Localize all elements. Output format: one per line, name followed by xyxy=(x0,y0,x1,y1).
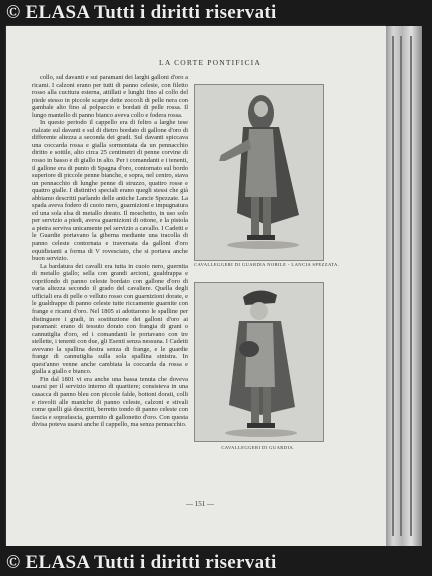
body-text-column xyxy=(32,74,188,480)
body-paragraph: collo, sul davanti e sui paramani dei larghi galloni d'oro a ricami. I calzoni erano per tutti di panno celeste, con filetto rosso alla cucitura esterna, attillati e lunghi fino al collo del piede stesso in piccole scarpe dette zoccoli di pelle nera con gambale alto fino al polpaccio e bordati di pelle rossa. Il lungo mantello di panno bianco aveva collo e fodera rossa. xyxy=(32,74,188,119)
body-paragraph: In questo periodo il cappello era di feltro a larghe tese rialzate sul davanti e sul di dietro bordato di gallone d'oro di differente altezza a seconda dei gradi. Sul davanti spiccava una coccarda rossa e gialla sormontata da un pennacchio diritto e sottile, alto circa 25 centimetri di penne corvine di rosso in basso e di giallo in alto. Per i comandanti e i tenenti, il gallone era di punto di Spagna d'oro, contornato sul bordo superiore di piccole penne bianche, e sopra, nel centro, stava un pennacchio di lunghe penne di struzzo, quattro rosse e quattro gialle. I distintivi speciali erano quegli stessi che già abbiamo descritti parlando delle antiche Lancie Spezzate. La spada aveva fodero di cuoio nero, guarnizioni e impugnatura ed una sola elsa di metallo dorato. Il moschetto, in uso solo per servizio a piedi, aveva guarnizioni di ottone, e la pistola a pietra serviva unicamente pel servizio a cavallo. I Cadetti e le Guardie portavano la giberna mediante una tracolla di panno celeste contornata e traversata da galloni d'oro equidistanti a forma di V rovesciato, che si portava anche buon servizio. xyxy=(32,119,188,263)
body-paragraph: Fin dal 1801 vi era anche una bassa tenuta che doveva usarsi per il servizio interno di quartiere; consisteva in una casacca di panno bleu con piccole falde, bottoni dorati, colli e risvolti alle maniche di panno celeste, calzoni e stivali come quelli già descritti, berretto tondo di panno celeste con fascia e soprafascia, guernito di gallonetto d'oro. Con questa divisa poteva usarsi anche il cappello, ma senza pennacchio. xyxy=(32,375,188,429)
illustration-plate-guard xyxy=(194,282,324,442)
illustration-figure-1 xyxy=(195,85,323,260)
watermark-bottom: © ELASA Tutti i diritti riservati xyxy=(6,552,277,573)
running-head: LA CORTE PONTIFICIA xyxy=(159,58,261,67)
book-spine-edge xyxy=(386,26,422,546)
illustration-plate-guard-noble xyxy=(194,84,324,261)
plate-caption: CAVALLEGGERI DI GUARDIA NOBILE - LANCIA SPEZZATA. xyxy=(194,262,340,267)
page-number: — 151 — xyxy=(186,500,214,508)
plate-caption: CAVALLEGGERI DI GUARDIA. xyxy=(221,445,295,450)
body-paragraph: La bardatura dei cavalli era tutta in cuoio nero, guernita di metallo giallo; sella con grandi arcioni, gualdrappa e coprifondo di panno celeste bordato con gallone d'oro di varia altezza secondo il grado del cavaliere. Quella degli ufficiali era di pelle o velluto rosso con guarnizioni dorate, e le gualdrappe di panno celeste tutte riccamente guarnite con frange e ricami d'oro. Nel 1805 si adottarono le spalline per distinguere i gradi, in sostituzione dei galloni d'oro ai paramani: erano di tessuto dorato con frangia di grani o cannutiglia d'oro, ed i comandanti le portavano con tre stellette, i tenenti con due, gli Esenti senza nessuna. I Cadetti avevano la spallina destra senza di frange, e le guardie frange di cannutiglia sulla sola spallina sinistra. In quest'anno venne anche cambiata la coccarda da rossa e gialla a giallo e bianco. xyxy=(32,262,188,376)
illustration-figure-2 xyxy=(195,283,323,441)
watermark-top: © ELASA Tutti i diritti riservati xyxy=(6,2,277,23)
